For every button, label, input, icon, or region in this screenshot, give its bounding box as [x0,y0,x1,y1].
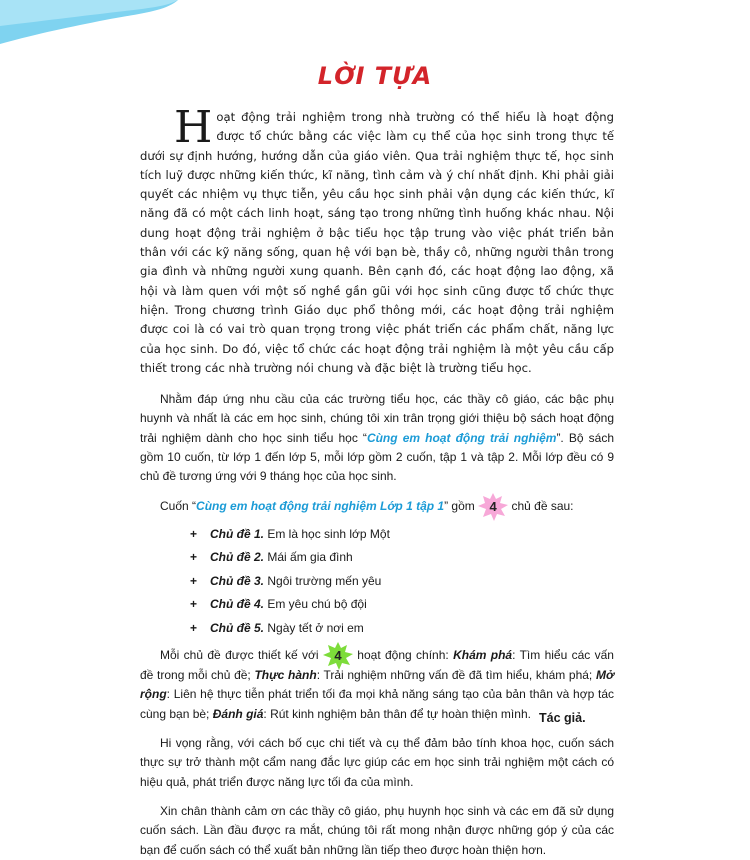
activities-text-4: : Liên hệ thực tiễn phát triển tối đa mọi khả năng sáng tạo của bản thân và hợp tác cùng bạn bè; [140,687,614,721]
activities-text-5: : Rút kinh nghiệm bản thân để tự hoàn thiện mình. [263,706,531,721]
book-text-before: Cuốn “ [160,498,197,513]
series-text-before: Nhằm đáp ứng nhu cầu của các trường tiểu học, các thầy cô giáo, các bậc phụ huynh và nhất là các em học sinh, chúng tôi xin trân trọng giới thiệu bộ sách hoạt động trải nghiệm dành cho học sinh tiểu học “ [140,392,614,445]
book-text-mid: ” gồm [444,498,475,513]
book-name: Cùng em hoạt động trải nghiệm Lớp 1 tập 1 [196,498,445,513]
activities-text-3: : Trải nghiệm những vấn đề đã tìm hiểu, khám phá; [316,668,596,683]
chapter-label: Chủ đề 4. [210,597,265,612]
list-item [190,546,614,570]
chapter-label: Chủ đề 3. [210,573,265,588]
chapter-title: Ngày tết ở nơi em [264,620,364,635]
activities-text-2: : Tìm hiểu các vấn đề trong mỗi chủ đề; [140,648,614,683]
series-text-after: ”. Bộ sách gồm 10 cuốn, từ lớp 1 đến lớp 5, mỗi lớp gồm 2 cuốn, tập 1 và tập 2. Mỗi lớp đều có 9 chủ đề tương ứng với 9 tháng học của học sinh. [140,430,614,484]
chapter-count-value: 4 [489,498,497,514]
book-paragraph [140,497,614,517]
dropcap-letter: H [174,102,213,153]
chapter-title: Mái ấm gia đình [264,550,353,565]
list-item [190,617,614,641]
series-paragraph [140,390,614,486]
series-name: Cùng em hoạt động trải nghiệm [366,430,557,445]
chapter-title: Em là học sinh lớp Một [264,526,390,541]
chapter-label: Chủ đề 5. [210,620,265,635]
bullet-plus: + [190,597,198,612]
corner-wave-decoration [0,0,180,45]
thanks-paragraph: Xin chân thành cảm ơn các thầy cô giáo, phụ huynh học sinh và các em đã sử dụng cuốn sách. Lần đầu được ra mắt, chúng tôi rất mong nhận được những góp ý của các bạn để cuốn sách có thể xuất bản những lần tiếp theo được hoàn thiện hơn. [140,803,614,857]
activities-text-1: hoạt động chính: [357,648,454,663]
chapter-label: Chủ đề 2. [210,550,265,565]
intro-paragraph [140,102,614,378]
list-item [190,523,614,547]
intro-text: oạt động trải nghiệm trong nhà trường có thể hiểu là hoạt động được tổ chức bằng các việc làm cụ thể của học sinh trong thực tế dưới sự định hướng, hướng dẫn của giáo viên. Qua trải nghiệm thực tế, học sinh tích luỹ được những kiến thức, kĩ năng, tình cảm và ý chí nhất định. Khi phải giải quyết các nhiệm vụ thực tiễn, yêu cầu học sinh phải vận dụng các kiến thức, kĩ năng đã có một cách linh hoạt, sáng tạo trong những tình huống khác nhau. Nội dung hoạt động trải nghiệm ở bậc tiểu học tập trung vào việc phát triển bản thân với các kỹ năng sống, quan hệ với bạn bè, thầy cô, những người thân trong gia đình và những người xung quanh. Bên cạnh đó, các hoạt động lao động, xã hội và làm quen với một số nghề gần gũi với học sinh cũng được tổ chức thực hiện. Trong chương trình Giáo dục phổ thông mới, các hoạt động trải nghiệm được coi là có vai trò quan trọng trong việc phát triển các phẩm chất, năng lực của học sinh. Do đó, việc tổ chức các hoạt động trải nghiệm là một yêu cầu cấp thiết trong các nhà trường nói chung và đặc biệt là trường tiểu học. [140,110,614,375]
chapter-label: Chủ đề 1. [210,526,265,541]
chapter-list [140,523,614,641]
list-item [190,570,614,594]
activity-label-explore: Khám phá [453,648,513,663]
chapter-count-badge [480,497,506,517]
chapter-title: Ngôi trường mến yêu [264,573,382,588]
bullet-plus: + [190,573,198,588]
activity-count-value: 4 [334,648,342,664]
book-text-after: chủ đề sau: [511,498,574,513]
activity-label-practice: Thực hành [254,668,317,683]
list-item [190,593,614,617]
activity-label-assess: Đánh giá [212,706,264,721]
page-title: LỜI TỰA [317,62,433,90]
chapter-title: Em yêu chú bộ đội [264,597,367,612]
bullet-plus: + [190,620,198,635]
bullet-plus: + [190,550,198,565]
activities-text-before: Mỗi chủ đề được thiết kế với [160,648,319,663]
activity-count-badge [325,646,351,666]
hope-paragraph: Hi vọng rằng, với cách bố cục chi tiết và cụ thể đảm bảo tính khoa học, cuốn sách thực sự trở thành một cẩm nang đắc lực giúp các em học sinh trải nghiệm một cách có hiệu quả, phát triển được năng lực tối đa của mình. [140,736,614,789]
author-signature: Tác giả. [539,711,586,725]
activity-label-extend: Mở rộng [140,668,615,702]
preface-body [140,102,615,860]
bullet-plus: + [190,526,198,541]
